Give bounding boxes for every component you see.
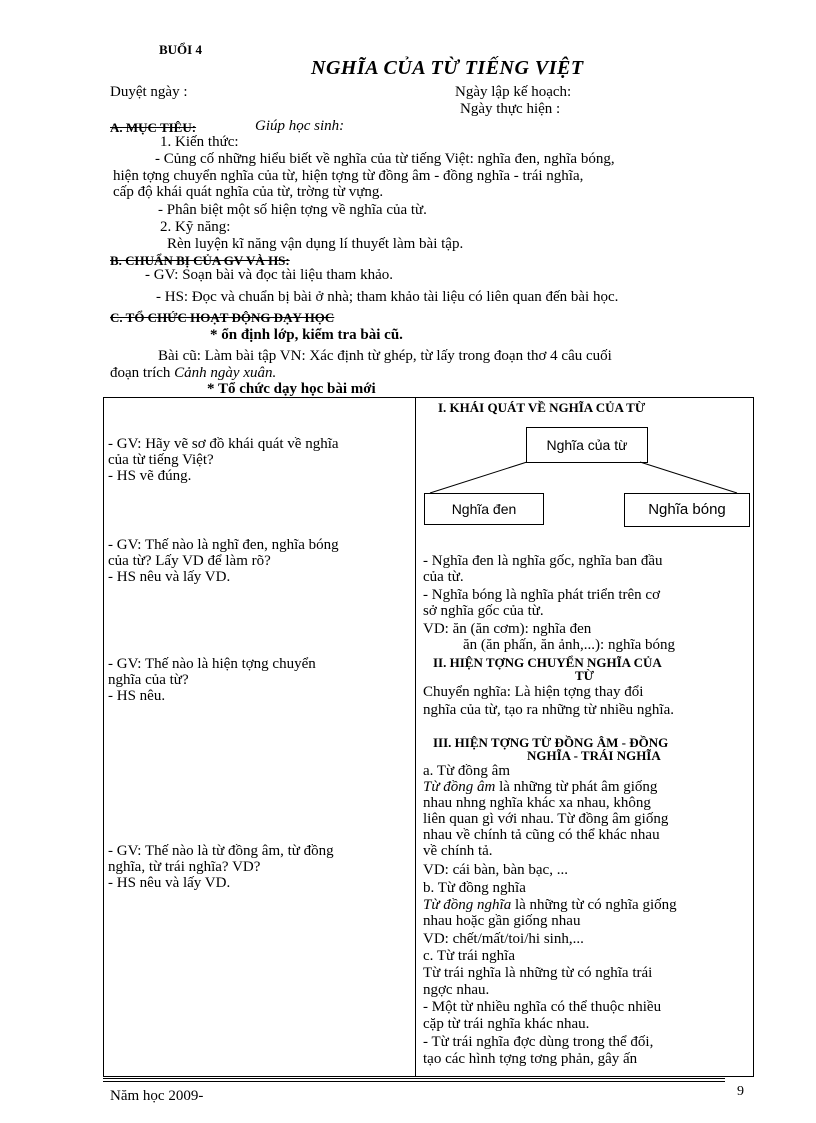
approve-date: Duyệt ngày : — [110, 84, 188, 100]
session-label: BUỔI 4 — [159, 42, 202, 57]
skill-title: 2. Kỹ năng: — [160, 219, 231, 235]
plan-date: Ngày lập kế hoạch: — [455, 84, 572, 100]
question-4-line-2: nghĩa, từ trái nghĩa? VD? — [108, 859, 261, 875]
antonym-line-1: Từ trái nghĩa là những từ có nghĩa trái — [423, 965, 653, 981]
homonym-line-4: nhau về chính tả cũng có thể khác nhau — [423, 827, 660, 843]
example-literal: VD: ăn (ăn cơm): nghĩa đen — [423, 621, 592, 637]
question-2-line-1: - GV: Thế nào là nghĩ đen, nghĩa bóng — [108, 537, 339, 553]
knowledge-title: 1. Kiến thức: — [160, 134, 239, 150]
stabilize-line: * ổn định lớp, kiểm tra bài cũ. — [210, 327, 403, 343]
section-a-heading: A. MỤC TIÊU: — [110, 120, 197, 135]
section-c-heading: C. TỔ CHỨC HOẠT ĐỘNG DẠY HỌC — [110, 310, 335, 325]
question-2-answer: - HS nêu và lấy VD. — [108, 569, 231, 585]
question-3-answer: - HS nêu. — [108, 688, 166, 704]
section-1-heading: I. KHÁI QUÁT VỀ NGHĨA CỦA TỪ — [438, 400, 646, 415]
question-3-line-1: - GV: Thế nào là hiện tợng chuyển — [108, 656, 316, 672]
section-2-heading-line-2: TỪ — [575, 668, 595, 683]
literal-def-line-2: của từ. — [423, 569, 464, 585]
section-b-heading: B. CHUẨN BỊ CỦA GV VÀ HS: — [110, 253, 290, 268]
antonym-line-6: tạo các hình tợng tơng phản, gây ấn — [423, 1051, 638, 1067]
prep-student: - HS: Đọc và chuẩn bị bài ở nhà; tham khảo tài liệu có liên quan đến bài học. — [156, 289, 619, 305]
footer-rule — [103, 1078, 725, 1079]
antonym-line-4: cặp từ trái nghĩa khác nhau. — [423, 1016, 590, 1032]
homonym-title: a. Từ đồng âm — [423, 763, 511, 779]
synonym-line-1: Từ đồng nghĩa là những từ có nghĩa giống — [423, 897, 677, 913]
meaning-shift-line-2: nghĩa của từ, tạo ra những từ nhiều nghĩa. — [423, 702, 674, 718]
synonym-line-2: nhau hoặc gần giống nhau — [423, 913, 581, 929]
old-lesson-line-2: đoạn trích Cảnh ngày xuân. — [110, 365, 277, 381]
figurative-def-line-2: sở nghĩa gốc của từ. — [423, 603, 544, 619]
section-3-heading-line-1: III. HIỆN TỢNG TỪ ĐỒNG ÂM - ĐỒNG — [433, 735, 669, 750]
old-lesson-line-1: Bài cũ: Làm bài tập VN: Xác định từ ghép, từ lấy trong đoạn thơ 4 câu cuối — [158, 348, 612, 364]
diagram-literal-box: Nghĩa đen — [424, 493, 544, 525]
question-2-line-2: của từ? Lấy VD để làm rõ? — [108, 553, 271, 569]
homonym-line-5: về chính tả. — [423, 843, 493, 859]
question-1-line-1: - GV: Hãy vẽ sơ đồ khái quát về nghĩa — [108, 436, 339, 452]
homonym-line-3: liên quan gì với nhau. Từ đồng âm giống — [423, 811, 669, 827]
page-number: 9 — [737, 1084, 744, 1099]
question-4-answer: - HS nêu và lấy VD. — [108, 875, 231, 891]
new-lesson-heading: * Tổ chức dạy học bài mới — [207, 381, 376, 397]
prep-teacher: - GV: Soạn bài và đọc tài liệu tham khảo. — [145, 267, 393, 283]
homonym-line-1: Từ đồng âm là những từ phát âm giống — [423, 779, 658, 795]
knowledge-line-3: cấp độ khái quát nghĩa của từ, trờng từ vựng. — [113, 184, 384, 200]
synonym-title: b. Từ đồng nghĩa — [423, 880, 526, 896]
homonym-line-2: nhau nhng nghĩa khác xa nhau, không — [423, 795, 651, 811]
section-a-subtitle: Giúp học sinh: — [255, 118, 345, 134]
footer-rule-2 — [103, 1081, 725, 1082]
section-3-heading-line-2: NGHĨA - TRÁI NGHĨA — [527, 748, 661, 763]
question-4-line-1: - GV: Thế nào là từ đồng âm, từ đồng — [108, 843, 334, 859]
question-1-answer: - HS vẽ đúng. — [108, 468, 192, 484]
skill-line-1: Rèn luyện kĩ năng vận dụng lí thuyết làm bài tập. — [167, 236, 464, 252]
section-2-heading-line-1: II. HIỆN TỢNG CHUYỂN NGHĨA CỦA — [433, 655, 662, 670]
teach-date: Ngày thực hiện : — [460, 101, 561, 117]
literal-def-line-1: - Nghĩa đen là nghĩa gốc, nghĩa ban đầu — [423, 553, 663, 569]
meaning-shift-line-1: Chuyển nghĩa: Là hiện tợng thay đổi — [423, 684, 644, 700]
homonym-example: VD: cái bàn, bàn bạc, ... — [423, 862, 568, 878]
figurative-def-line-1: - Nghĩa bóng là nghĩa phát triển trên cơ — [423, 587, 661, 603]
example-figurative: ăn (ăn phấn, ăn ảnh,...): nghĩa bóng — [463, 637, 676, 653]
footer-year: Năm học 2009- — [110, 1088, 204, 1104]
question-1-line-2: của từ tiếng Việt? — [108, 452, 214, 468]
knowledge-line-2: hiện tợng chuyển nghĩa của từ, hiện tợng từ đồng âm - đồng nghĩa - trái nghĩa, — [113, 168, 584, 184]
antonym-line-5: - Từ trái nghĩa đợc dùng trong thể đối, — [423, 1034, 654, 1050]
question-3-line-2: nghĩa của từ? — [108, 672, 189, 688]
diagram-figurative-box: Nghĩa bóng — [624, 493, 750, 527]
page-title: NGHĨA CỦA TỪ TIẾNG VIỆT — [311, 57, 584, 79]
antonym-title: c. Từ trái nghĩa — [423, 948, 515, 964]
synonym-example: VD: chết/mất/toi/hi sinh,... — [423, 931, 584, 947]
antonym-line-2: ngợc nhau. — [423, 982, 490, 998]
knowledge-line-4: - Phân biệt một số hiện tợng về nghĩa của từ. — [158, 202, 427, 218]
knowledge-line-1: - Củng cố những hiểu biết về nghĩa của từ tiếng Việt: nghĩa đen, nghĩa bóng, — [155, 151, 615, 167]
diagram-root-box: Nghĩa của từ — [526, 427, 648, 463]
antonym-line-3: - Một từ nhiều nghĩa có thể thuộc nhiều — [423, 999, 662, 1015]
